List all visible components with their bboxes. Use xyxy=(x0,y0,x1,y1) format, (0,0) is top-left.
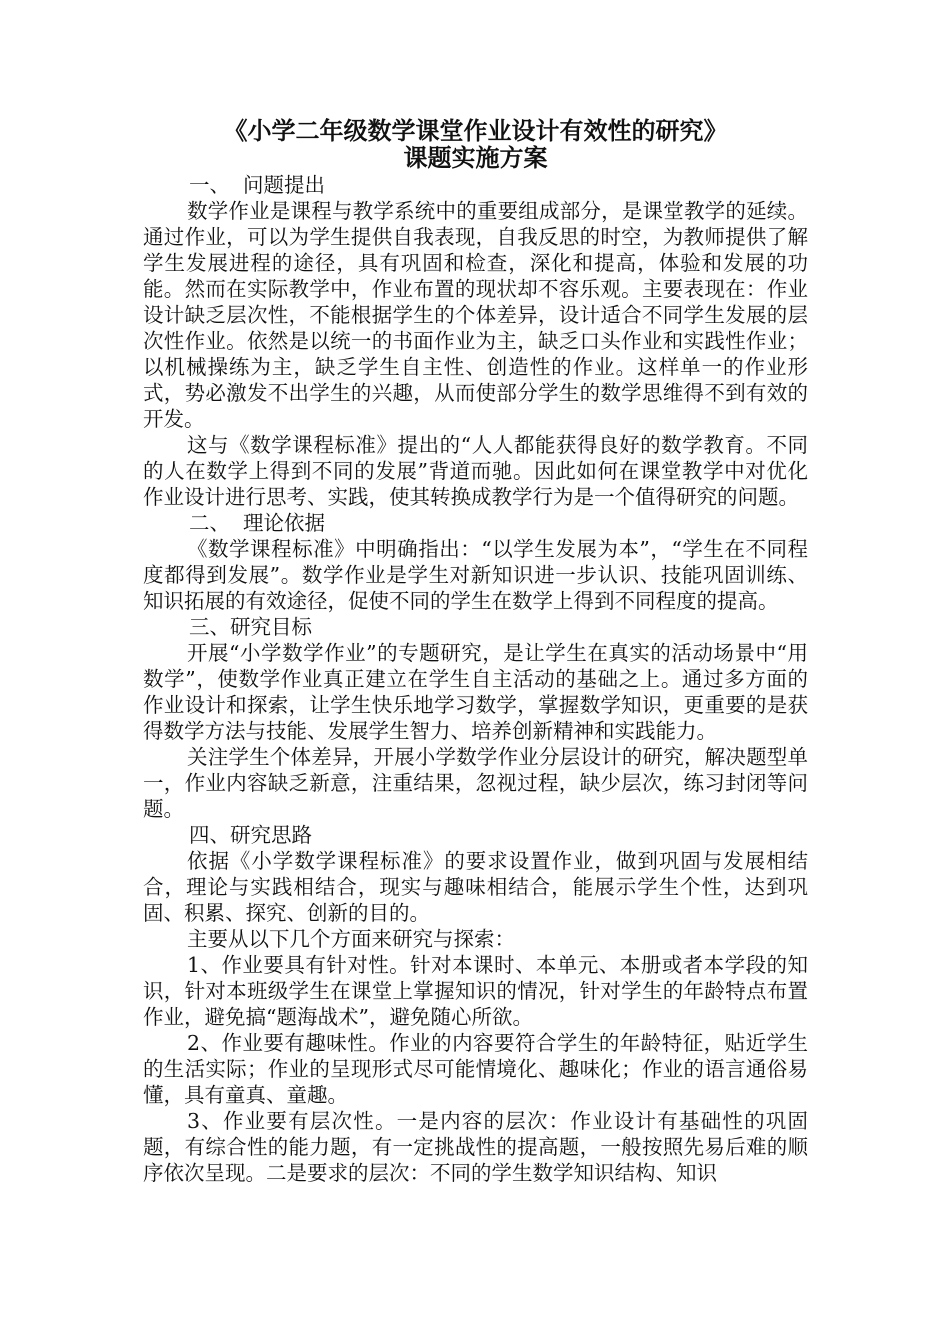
document-subtitle: 课题实施方案 xyxy=(403,144,548,172)
paragraph: 3、作业要有层次性。一是内容的层次：作业设计有基础性的巩固题，有综合性的能力题，有一定挑战性的提高题，一般按照先易后难的顺序依次呈现。二是要求的层次：不同的学生数学知识结构、知识 xyxy=(143,1109,808,1185)
paragraph: 开展“小学数学作业”的专题研究，是让学生在真实的活动场景中“用数学”，使数学作业真正建立在学生自主活动的基础之上。通过多方面的作业设计和探索，让学生快乐地学习数学，掌握数学知识，更重要的是获得数学方法与技能、发展学生智力、培养创新精神和实践能力。 xyxy=(143,641,808,743)
document-title: 《小学二年级数学课堂作业设计有效性的研究》 xyxy=(223,117,728,145)
section-theory xyxy=(143,510,808,614)
paragraph: 数学作业是课程与教学系统中的重要组成部分，是课堂教学的延续。通过作业，可以为学生提供自我表现，自我反思的时空，为教师提供了解学生发展进程的途径，具有巩固和检查，深化和提高，体验和发展的功能。然而在实际教学中，作业布置的现状却不容乐观。主要表现在：作业设计缺乏层次性，不能根据学生的个体差异，设计适合不同学生发展的层次性作业。依然是以统一的书面作业为主，缺乏口头作业和实践性作业；以机械操练为主，缺乏学生自主性、创造性的作业。这样单一的作业形式，势必激发不出学生的兴趣，从而使部分学生的数学思维得不到有效的开发。 xyxy=(143,199,808,431)
paragraph: 关注学生个体差异，开展小学数学作业分层设计的研究，解决题型单一，作业内容缺乏新意，注重结果，忽视过程，缺少层次，练习封闭等问题。 xyxy=(143,745,808,821)
section-heading: 一、 问题提出 xyxy=(189,173,326,197)
section-goals xyxy=(143,614,808,822)
section-heading: 四、研究思路 xyxy=(189,823,312,847)
paragraph: 《数学课程标准》中明确指出：“以学生发展为本”，“学生在不同程度都得到发展”。数学作业是学生对新知识进一步认识、技能巩固训练、知识拓展的有效途径，促使不同的学生在数学上得到不同程度的提高。 xyxy=(143,537,808,613)
section-problem xyxy=(143,172,808,510)
paragraph: 这与《数学课程标准》提出的“人人都能获得良好的数学教育。不同的人在数学上得到不同的发展”背道而驰。因此如何在课堂教学中对优化作业设计进行思考、实践，使其转换成教学行为是一个值得研究的问题。 xyxy=(143,433,808,509)
paragraph: 2、作业要有趣味性。作业的内容要符合学生的年龄特征，贴近学生的生活实际；作业的呈现形式尽可能情境化、趣味化；作业的语言通俗易懂，具有童真、童趣。 xyxy=(143,1031,808,1107)
paragraph: 1、作业要具有针对性。针对本课时、本单元、本册或者本学段的知识，针对本班级学生在课堂上掌握知识的情况，针对学生的年龄特点布置作业，避免搞“题海战术”，避免随心所欲。 xyxy=(143,953,808,1029)
document-page xyxy=(143,118,808,1186)
section-approach xyxy=(143,822,808,1186)
section-heading: 三、研究目标 xyxy=(189,615,312,639)
paragraph: 依据《小学数学课程标准》的要求设置作业，做到巩固与发展相结合，理论与实践相结合，现实与趣味相结合，能展示学生个性，达到巩固、积累、探究、创新的目的。 xyxy=(143,849,808,925)
paragraph: 主要从以下几个方面来研究与探索： xyxy=(187,927,515,951)
section-heading: 二、 理论依据 xyxy=(189,511,326,535)
